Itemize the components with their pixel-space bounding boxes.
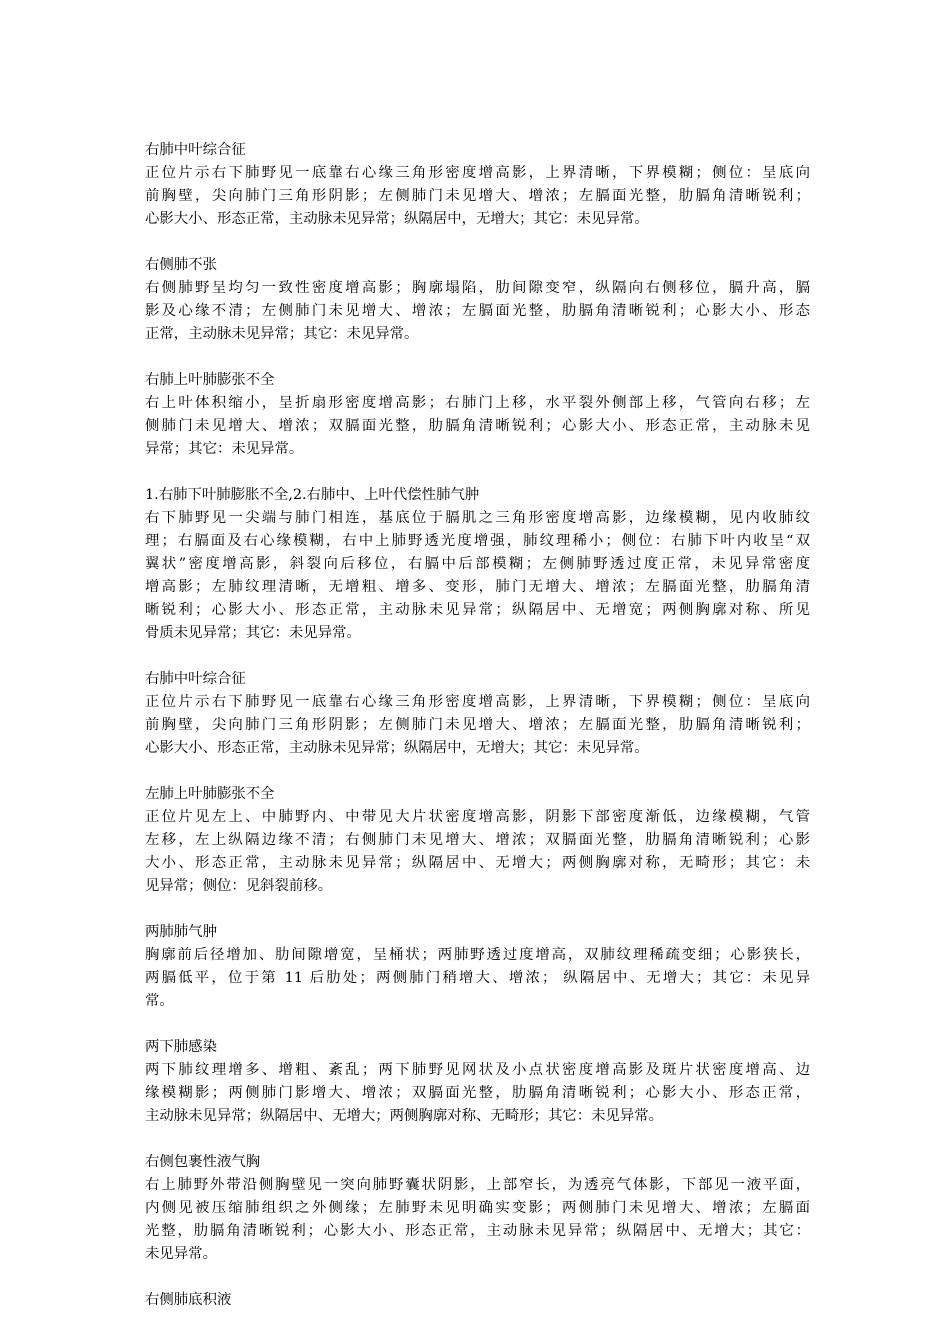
body-line: 右上肺野外带沿侧胸壁见一突向肺野囊状阴影，上部窄长，为透亮气体影，下部见一液平面， (145, 1177, 810, 1193)
section-title: 右肺上叶肺膨张不全 (145, 372, 275, 388)
section-title: 左肺上叶肺膨张不全 (145, 786, 275, 802)
body-line: 内侧见被压缩肺组织之外侧缘；左肺野未见明确实变影；两侧肺门未见增大、增浓；左膈面 (145, 1200, 810, 1216)
body-line: 理；右膈面及右心缘模糊，右中上肺野透光度增强，肺纹理稀小；侧位：右肺下叶内收呈“双 (145, 533, 810, 549)
body-line: 正位片见左上、中肺野内、中带见大片状密度增高影，阴影下部密度渐低，边缘模糊，气管 (145, 809, 810, 825)
body-line: 两膈低平，位于第 11 后肋处；两侧肺门稍增大、增浓； 纵隔居中、无增大；其它：未见异 (145, 970, 810, 986)
report-section (145, 668, 810, 760)
report-section (145, 921, 810, 1013)
report-section (145, 369, 810, 461)
document-page (145, 139, 810, 1335)
section-body (145, 277, 810, 346)
section-body (145, 944, 810, 1013)
body-line: 影及心缘不清；左侧肺门未见增大、增浓；左膈面光整，肋膈角清晰锐利；心影大小、形态 (145, 303, 810, 319)
body-line: 前胸壁，尖向肺门三角形阴影；左侧肺门未见增大、增浓；左膈面光整，肋膈角清晰锐利； (145, 188, 810, 204)
body-line: 常。 (145, 993, 174, 1009)
body-line: 心影大小、形态正常，主动脉未见异常；纵隔居中，无增大；其它：未见异常。 (145, 740, 649, 756)
section-title: 右肺中叶综合征 (145, 671, 246, 687)
section-title: 1.右肺下叶肺膨胀不全,2.右肺中、上叶代偿性肺气肿 (145, 487, 480, 503)
body-line: 见异常；侧位：见斜裂前移。 (145, 878, 333, 894)
body-line: 主动脉未见异常；纵隔居中、无增大；两侧胸廓对称、无畸形；其它：未见异常。 (145, 1108, 664, 1124)
body-line: 增高影；左肺纹理清晰，无增粗、增多、变形，肺门无增大、增浓；左膈面光整，肋膈角清 (145, 579, 810, 595)
body-line: 右侧肺野呈均匀一致性密度增高影；胸廓塌陷，肋间隙变窄，纵隔向右侧移位，膈升高，膈 (145, 280, 810, 296)
section-body (145, 806, 810, 898)
report-section (145, 1289, 810, 1312)
report-section (145, 139, 810, 231)
report-section (145, 484, 810, 645)
body-line: 正常，主动脉未见异常；其它：未见异常。 (145, 326, 419, 342)
body-line: 心影大小、形态正常，主动脉未见异常；纵隔居中，无增大；其它：未见异常。 (145, 211, 649, 227)
report-section (145, 254, 810, 346)
section-title: 右侧包裹性液气胸 (145, 1154, 261, 1170)
body-line: 正位片示右下肺野见一底靠右心缘三角形密度增高影，上界清晰，下界模糊；侧位：呈底向 (145, 694, 810, 710)
section-title: 两肺肺气肿 (145, 924, 217, 940)
body-line: 缘模糊影；两侧肺门影增大、增浓；双膈面光整，肋膈角清晰锐利；心影大小、形态正常， (145, 1085, 810, 1101)
report-section (145, 1151, 810, 1266)
body-line: 未见异常。 (145, 1246, 217, 1262)
body-line: 胸廓前后径增加、肋间隙增宽，呈桶状；两肺野透过度增高，双肺纹理稀疏变细；心影狭长， (145, 947, 810, 963)
body-line: 光整，肋膈角清晰锐利；心影大小、形态正常，主动脉未见异常；纵隔居中、无增大；其它： (145, 1223, 810, 1239)
section-body (145, 392, 810, 461)
section-body (145, 1059, 810, 1128)
section-body (145, 507, 810, 645)
body-line: 大小、形态正常，主动脉未见异常；纵隔居中、无增大；两侧胸廓对称，无畸形；其它：未 (145, 855, 810, 871)
body-line: 晰锐利；心影大小、形态正常，主动脉未见异常；纵隔居中、无增宽；两侧胸廓对称、所见 (145, 602, 810, 618)
body-line: 右上叶体积缩小，呈折扇形密度增高影；右肺门上移，水平裂外侧部上移，气管向右移；左 (145, 395, 810, 411)
body-line: 翼状”密度增高影，斜裂向后移位，右膈中后部模糊；左侧肺野透过度正常，未见异常密度 (145, 556, 810, 572)
section-body (145, 691, 810, 760)
section-title: 两下肺感染 (145, 1039, 217, 1055)
body-line: 右下肺野见一尖端与肺门相连，基底位于膈肌之三角形密度增高影，边缘模糊，见内收肺纹 (145, 510, 810, 526)
body-line: 两下肺纹理增多、增粗、紊乱；两下肺野见网状及小点状密度增高影及斑片状密度增高、边 (145, 1062, 810, 1078)
body-line: 骨质未见异常；其它：未见异常。 (145, 625, 361, 641)
body-line: 异常；其它：未见异常。 (145, 441, 304, 457)
section-title: 右侧肺不张 (145, 257, 217, 273)
report-section (145, 1036, 810, 1128)
section-body (145, 162, 810, 231)
body-line: 左移，左上纵隔边缘不清；右侧肺门未见增大、增浓；双膈面光整，肋膈角清晰锐利；心影 (145, 832, 810, 848)
section-title: 右侧肺底积液 (145, 1292, 232, 1308)
section-body (145, 1174, 810, 1266)
report-section (145, 783, 810, 898)
body-line: 前胸壁，尖向肺门三角形阴影；左侧肺门未见增大、增浓；左膈面光整，肋膈角清晰锐利； (145, 717, 810, 733)
body-line: 正位片示右下肺野见一底靠右心缘三角形密度增高影，上界清晰，下界模糊；侧位：呈底向 (145, 165, 810, 181)
body-line: 侧肺门未见增大、增浓；双膈面光整，肋膈角清晰锐利；心影大小、形态正常，主动脉未见 (145, 418, 810, 434)
section-title: 右肺中叶综合征 (145, 142, 246, 158)
